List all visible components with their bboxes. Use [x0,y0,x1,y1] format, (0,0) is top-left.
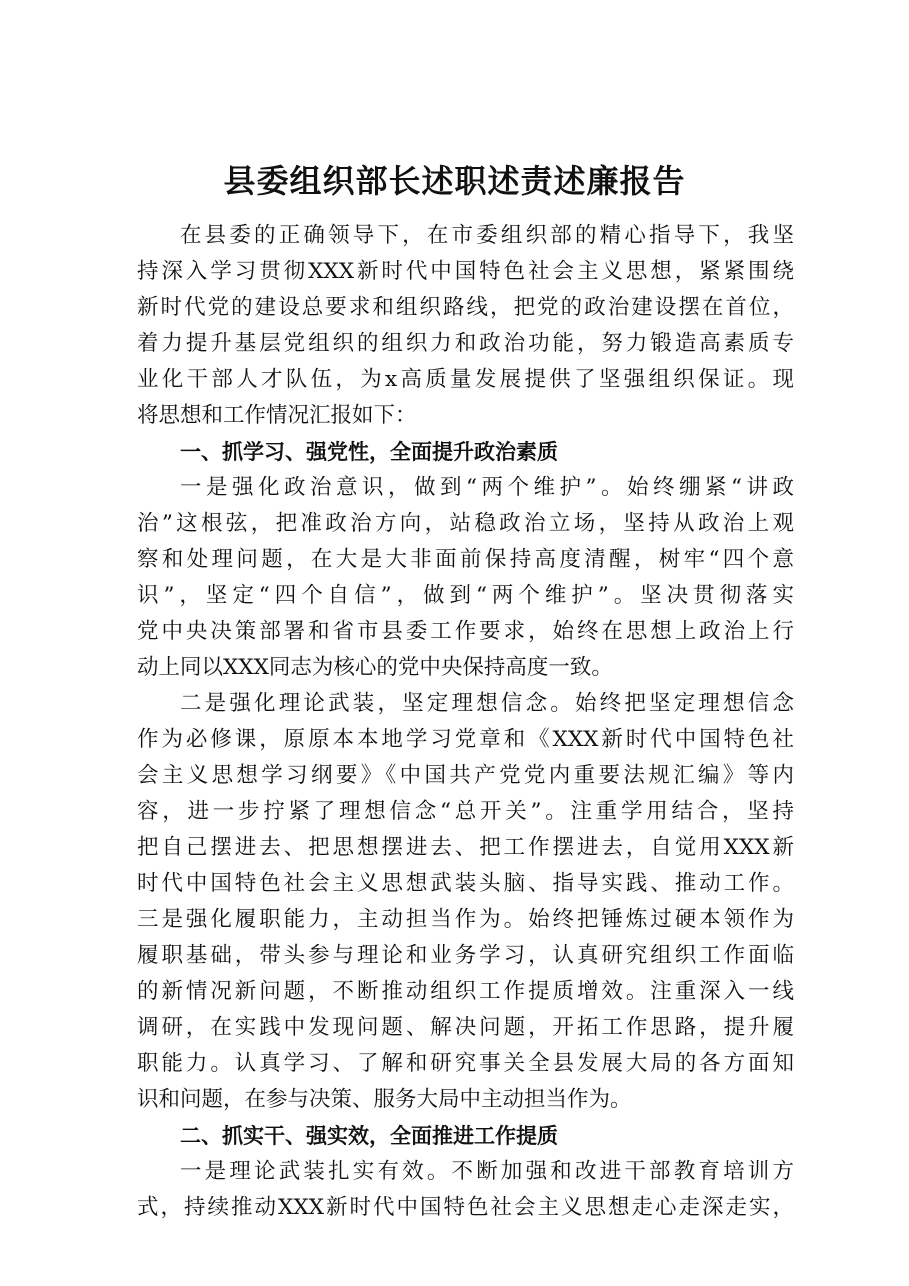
paragraph-line: 职能力。认真学习、了解和研究事关全县发展大局的各方面知 [137,1051,794,1076]
paragraph-line: 二是强化理论武装，坚定理想信念。始终把坚定理想信念 [180,691,794,716]
paragraph-line: 会主义思想学习纲要》《中国共产党党内重要法规汇编》等内 [137,763,794,788]
paragraph-line: 三是强化履职能力，主动担当作为。始终把锤炼过硬本领作为 [137,907,794,932]
paragraph-line: 容，进一步拧紧了理想信念“总开关”。注重学用结合，坚持 [137,799,794,824]
paragraph-line: 持深入学习贯彻XXX新时代中国特色社会主义思想，紧紧围绕 [137,259,794,284]
paragraph-line: 动上同以XXX同志为核心的党中央保持高度一致。 [137,655,613,680]
paragraph-line: 识和问题，在参与决策、服务大局中主动担当作为。 [137,1087,632,1112]
paragraph-line: 式，持续推动XXX新时代中国特色社会主义思想走心走深走实， [137,1195,794,1220]
paragraph-line: 时代中国特色社会主义思想武装头脑、指导实践、推动工作。 [137,871,794,896]
paragraph-line: 在县委的正确领导下，在市委组织部的精心指导下，我坚 [180,223,794,248]
paragraph-line: 察和处理问题，在大是大非面前保持高度清醒，树牢“四个意 [137,547,794,572]
paragraph-line: 一是强化政治意识，做到“两个维护”。始终绷紧“讲政 [180,475,794,500]
paragraph-line: 作为必修课，原原本本地学习党章和《XXX新时代中国特色社 [137,727,794,752]
paragraph-line: 履职基础，带头参与理论和业务学习，认真研究组织工作面临 [137,943,794,968]
paragraph-line: 治”这根弦，把准政治方向，站稳政治立场，坚持从政治上观 [137,511,794,536]
document-title: 县委组织部长述职述责述廉报告 [223,162,686,200]
paragraph-line: 把自己摆进去、把思想摆进去、把工作摆进去，自觉用XXX新 [137,835,794,860]
paragraph-line: 新时代党的建设总要求和组织路线，把党的政治建设摆在首位， [137,295,794,320]
document-body [137,218,794,1226]
section-heading: 二、抓实干、强实效，全面推进工作提质 [180,1124,558,1148]
paragraph-line: 着力提升基层党组织的组织力和政治功能，努力锻造高素质专 [137,331,794,356]
paragraph-line: 识”，坚定“四个自信”，做到“两个维护”。坚决贯彻落实 [137,583,794,608]
paragraph-line: 调研，在实践中发现问题、解决问题，开拓工作思路，提升履 [137,1015,794,1040]
paragraph-line: 党中央决策部署和省市县委工作要求，始终在思想上政治上行 [137,619,794,644]
paragraph-line: 一是理论武装扎实有效。不断加强和改进干部教育培训方 [180,1159,794,1184]
paragraph-line: 将思想和工作情况汇报如下： [137,403,417,428]
paragraph-line: 的新情况新问题，不断推动组织工作提质增效。注重深入一线 [137,979,794,1004]
paragraph-line: 业化干部人才队伍，为x高质量发展提供了坚强组织保证。现 [137,367,794,392]
section-heading: 一、抓学习、强党性，全面提升政治素质 [180,440,558,464]
